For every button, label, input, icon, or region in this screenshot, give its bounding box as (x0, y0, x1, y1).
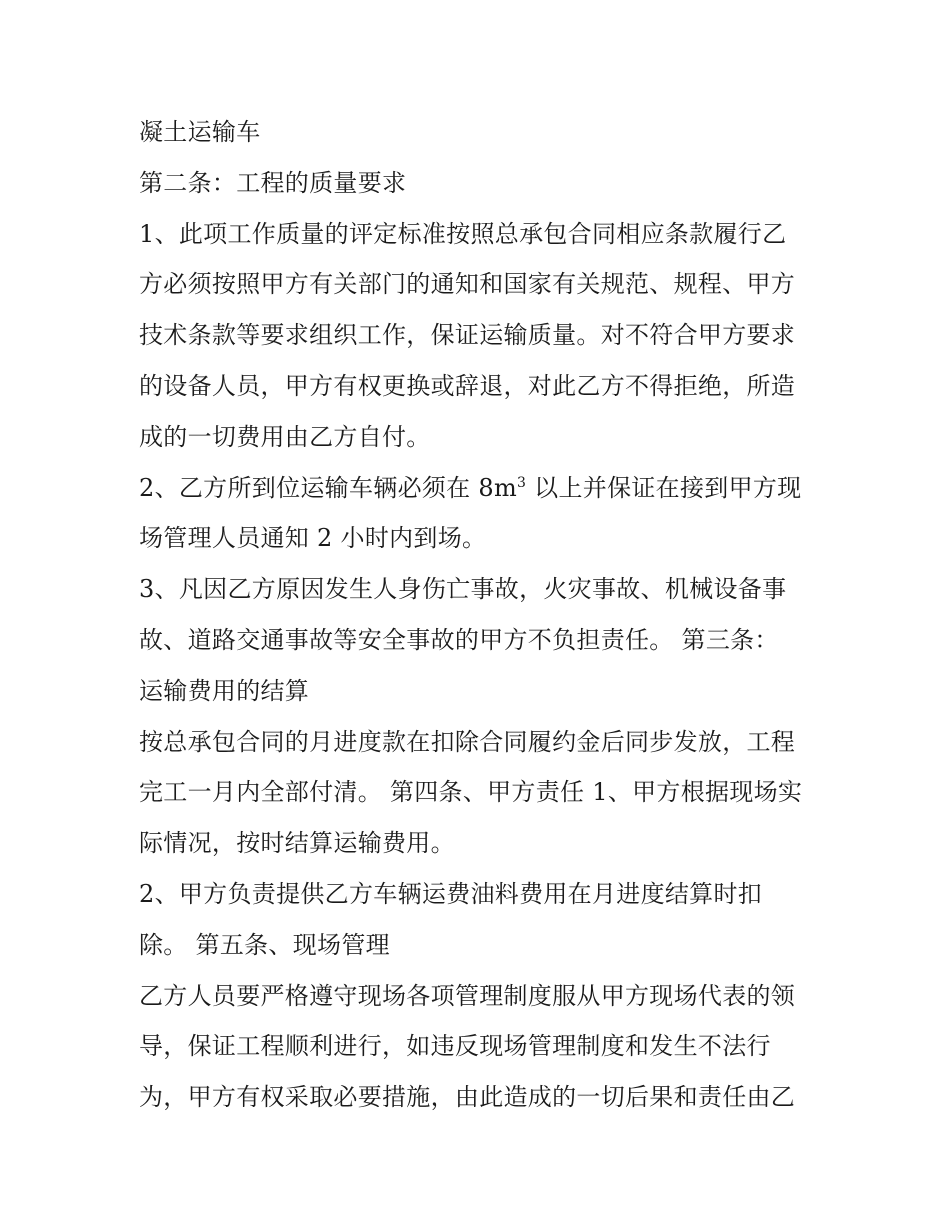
text-line-19: 导，保证工程顺利进行，如违反现场管理制度和发生不法行 (139, 1032, 771, 1061)
text-line-5: 技术条款等要求组织工作，保证运输质量。对不符合甲方要求 (139, 321, 796, 350)
text-line-6: 的设备人员，甲方有权更换或辞退，对此乙方不得拒绝，所造 (139, 371, 796, 400)
text-line-7: 成的一切费用由乙方自付。 (139, 422, 431, 451)
text-line-8-start: 2、乙方所到位运输车辆必须在 8m (139, 473, 518, 502)
text-line-14: 完工一月内全部付清。 第四条、甲方责任 1、甲方根据现场实 (139, 778, 803, 807)
text-line-1: 凝土运输车 (139, 118, 261, 146)
text-line-8-end: 以上并保证在接到甲方现 (526, 473, 802, 502)
section-heading-settlement: 运输费用的结算 (139, 676, 310, 705)
text-line-3: 1、此项工作质量的评定标准按照总承包合同相应条款履行乙 (139, 219, 787, 248)
text-line-16: 2、甲方负责提供乙方车辆运费油料费用在月进度结算时扣 (139, 879, 763, 908)
text-line-9: 场管理人员通知 2 小时内到场。 (139, 524, 487, 553)
text-line-17: 除。 第五条、现场管理 (139, 930, 390, 959)
section-heading-article-2: 第二条：工程的质量要求 (139, 168, 407, 197)
superscript-cubic: 3 (517, 474, 527, 491)
text-line-15: 际情况，按时结算运输费用。 (139, 829, 455, 858)
text-line-10: 3、凡因乙方原因发生人身伤亡事故，火灾事故、机械设备事 (139, 575, 787, 604)
text-line-8 (139, 463, 819, 514)
document-body (139, 107, 819, 1123)
text-line-20: 为，甲方有权采取必要措施，由此造成的一切后果和责任由乙 (139, 1083, 796, 1112)
text-line-13: 按总承包合同的月进度款在扣除合同履约金后同步发放，工程 (139, 727, 796, 756)
text-line-18: 乙方人员要严格遵守现场各项管理制度服从甲方现场代表的领 (139, 981, 796, 1010)
text-line-4: 方必须按照甲方有关部门的通知和国家有关规范、规程、甲方 (139, 270, 796, 299)
text-line-11: 故、道路交通事故等安全事故的甲方不负担责任。 第三条： (139, 625, 779, 654)
